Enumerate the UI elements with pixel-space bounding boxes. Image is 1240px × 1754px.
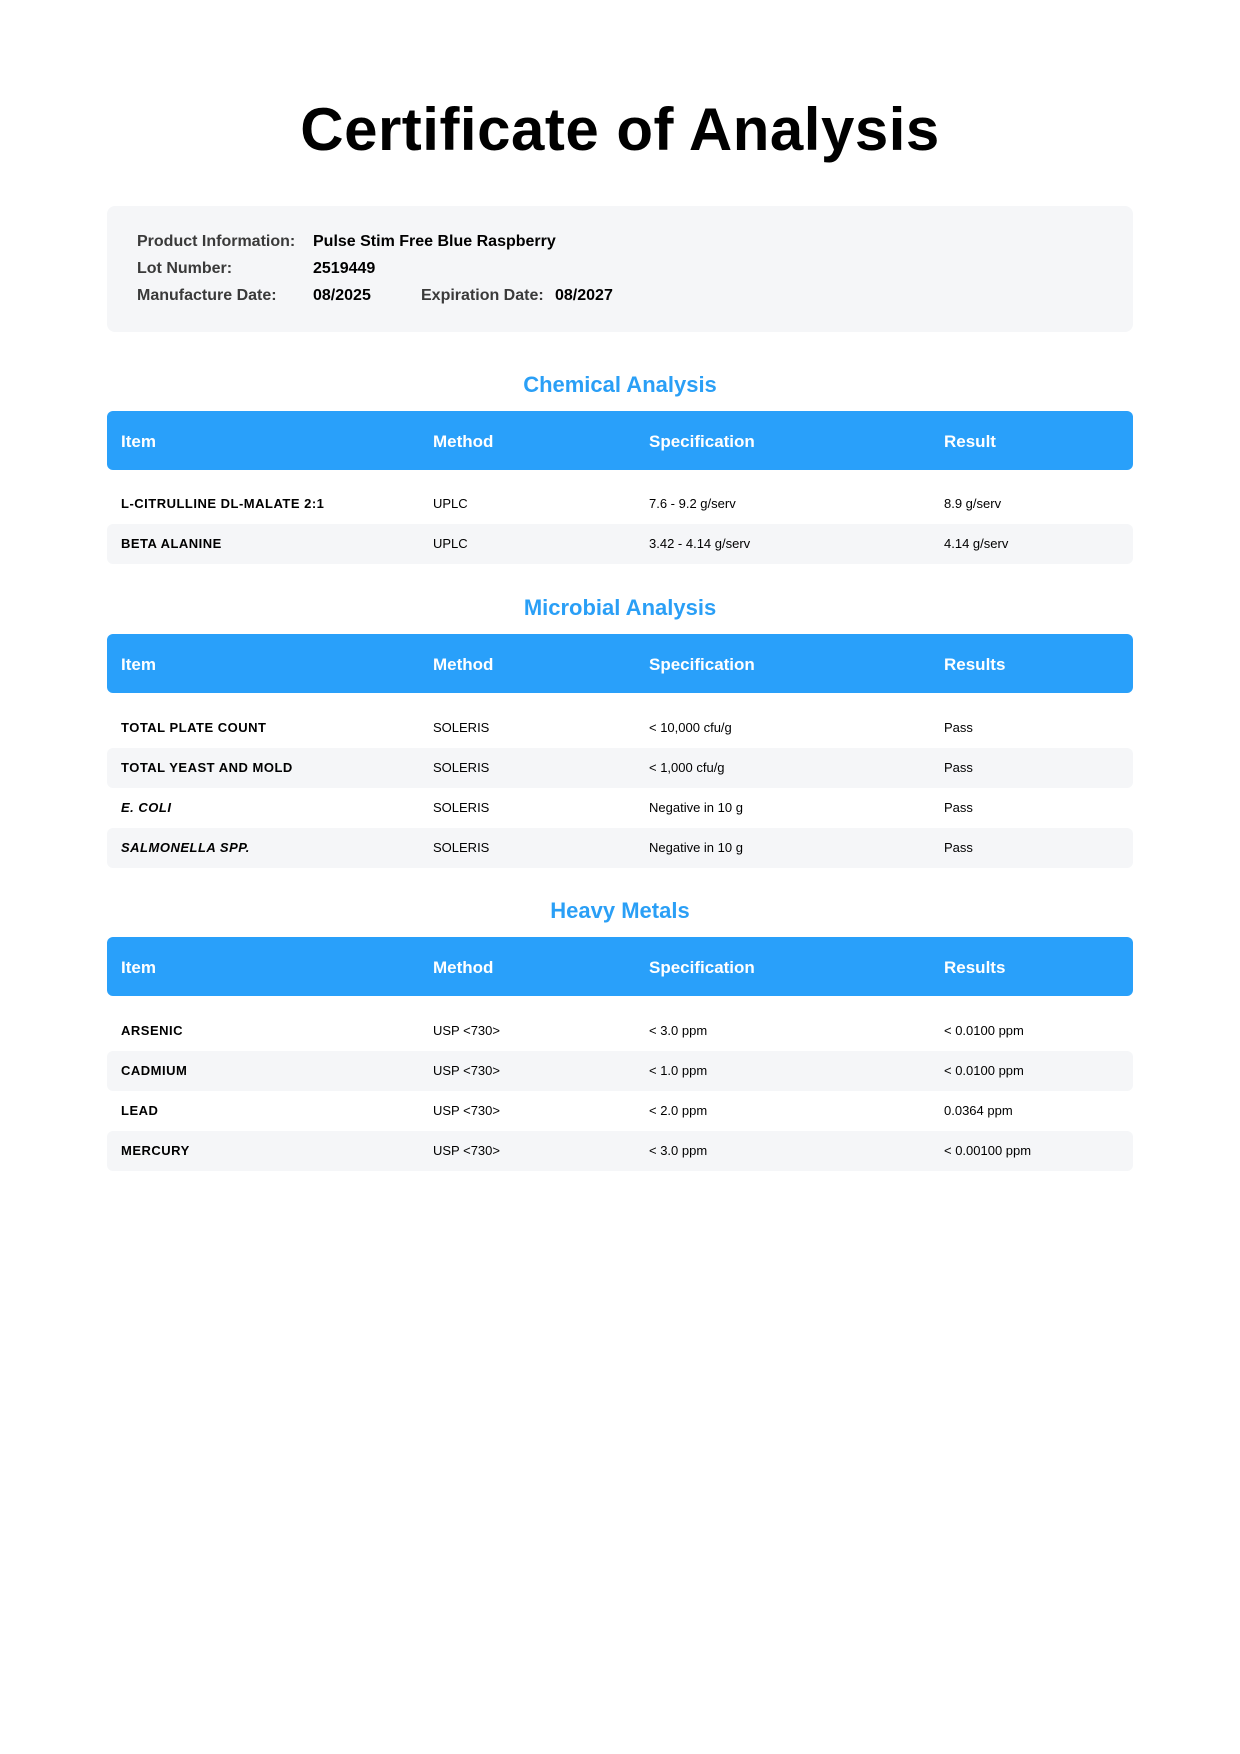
cell-result: Pass bbox=[944, 760, 973, 775]
table-row bbox=[107, 1131, 1133, 1171]
cell-item: TOTAL YEAST AND MOLD bbox=[121, 760, 293, 775]
table-row bbox=[107, 1011, 1133, 1051]
cell-result: Pass bbox=[944, 720, 973, 735]
manufacture-date-value: 08/2025 bbox=[313, 287, 371, 304]
header-item: Item bbox=[121, 655, 156, 674]
cell-specification: 3.42 - 4.14 g/serv bbox=[649, 536, 751, 551]
cell-result: 8.9 g/serv bbox=[944, 496, 1002, 511]
table-header bbox=[107, 411, 1133, 470]
cell-specification: < 2.0 ppm bbox=[649, 1103, 708, 1118]
cell-item: L-CITRULLINE DL-MALATE 2:1 bbox=[121, 496, 325, 511]
table-row bbox=[107, 828, 1133, 868]
cell-result: < 0.00100 ppm bbox=[944, 1143, 1032, 1158]
cell-method: SOLERIS bbox=[433, 800, 490, 815]
product-info-value: Pulse Stim Free Blue Raspberry bbox=[313, 233, 556, 250]
header-specification: Specification bbox=[649, 655, 755, 674]
lot-number-value: 2519449 bbox=[313, 260, 376, 277]
table-row bbox=[107, 524, 1133, 564]
table-header bbox=[107, 634, 1133, 693]
cell-method: SOLERIS bbox=[433, 720, 490, 735]
cell-item: CADMIUM bbox=[121, 1063, 188, 1078]
header-item: Item bbox=[121, 432, 156, 451]
chemical-analysis-title: Chemical Analysis bbox=[523, 372, 717, 397]
cell-item: MERCURY bbox=[121, 1143, 190, 1158]
cell-specification: Negative in 10 g bbox=[649, 800, 743, 815]
cell-method: USP <730> bbox=[433, 1063, 500, 1078]
expiration-date-label: Expiration Date: bbox=[421, 287, 544, 304]
cell-item: E. COLI bbox=[121, 800, 172, 815]
cell-method: USP <730> bbox=[433, 1023, 500, 1038]
microbial-analysis-title: Microbial Analysis bbox=[523, 595, 717, 620]
cell-specification: < 1.0 ppm bbox=[649, 1063, 708, 1078]
cell-item: LEAD bbox=[121, 1103, 159, 1118]
header-results: Results bbox=[944, 655, 1006, 674]
header-results: Results bbox=[944, 958, 1006, 977]
cell-specification: < 3.0 ppm bbox=[649, 1143, 708, 1158]
table-row bbox=[107, 1051, 1133, 1091]
product-info-panel bbox=[107, 206, 1133, 332]
table-body bbox=[107, 693, 1133, 868]
table-body bbox=[107, 470, 1133, 564]
manufacture-date-label: Manufacture Date: bbox=[137, 287, 277, 304]
cell-specification: < 1,000 cfu/g bbox=[649, 760, 725, 775]
table-body bbox=[107, 996, 1133, 1171]
header-result: Result bbox=[944, 432, 996, 451]
table-row bbox=[107, 788, 1133, 828]
cell-specification: Negative in 10 g bbox=[649, 840, 743, 855]
chemical-analysis-table bbox=[107, 411, 1133, 564]
cell-result: < 0.0100 ppm bbox=[944, 1023, 1024, 1038]
product-info-label: Product Information: bbox=[137, 233, 296, 250]
table-row bbox=[107, 708, 1133, 748]
table-header bbox=[107, 937, 1133, 996]
cell-result: 4.14 g/serv bbox=[944, 536, 1009, 551]
header-method: Method bbox=[433, 655, 494, 674]
cell-result: 0.0364 ppm bbox=[944, 1103, 1013, 1118]
header-item: Item bbox=[121, 958, 156, 977]
lot-number-label: Lot Number: bbox=[137, 260, 233, 277]
cell-specification: < 3.0 ppm bbox=[649, 1023, 708, 1038]
cell-method: UPLC bbox=[433, 496, 468, 511]
heavy-metals-title: Heavy Metals bbox=[550, 898, 690, 923]
cell-item: ARSENIC bbox=[121, 1023, 184, 1038]
cell-item: TOTAL PLATE COUNT bbox=[121, 720, 267, 735]
cell-item: SALMONELLA SPP. bbox=[121, 840, 250, 855]
header-specification: Specification bbox=[649, 958, 755, 977]
table-row bbox=[107, 484, 1133, 524]
cell-method: SOLERIS bbox=[433, 760, 490, 775]
cell-result: < 0.0100 ppm bbox=[944, 1063, 1024, 1078]
page-title: Certificate of Analysis bbox=[300, 96, 940, 163]
header-method: Method bbox=[433, 432, 494, 451]
header-specification: Specification bbox=[649, 432, 755, 451]
expiration-date-value: 08/2027 bbox=[555, 287, 613, 304]
cell-method: USP <730> bbox=[433, 1143, 500, 1158]
cell-result: Pass bbox=[944, 800, 973, 815]
table-row bbox=[107, 748, 1133, 788]
heavy-metals-table bbox=[107, 937, 1133, 1171]
header-method: Method bbox=[433, 958, 494, 977]
cell-method: USP <730> bbox=[433, 1103, 500, 1118]
cell-method: UPLC bbox=[433, 536, 468, 551]
cell-item: BETA ALANINE bbox=[121, 536, 222, 551]
cell-specification: 7.6 - 9.2 g/serv bbox=[649, 496, 736, 511]
cell-specification: < 10,000 cfu/g bbox=[649, 720, 732, 735]
table-row bbox=[107, 1091, 1133, 1131]
cell-method: SOLERIS bbox=[433, 840, 490, 855]
cell-result: Pass bbox=[944, 840, 973, 855]
microbial-analysis-table bbox=[107, 634, 1133, 868]
